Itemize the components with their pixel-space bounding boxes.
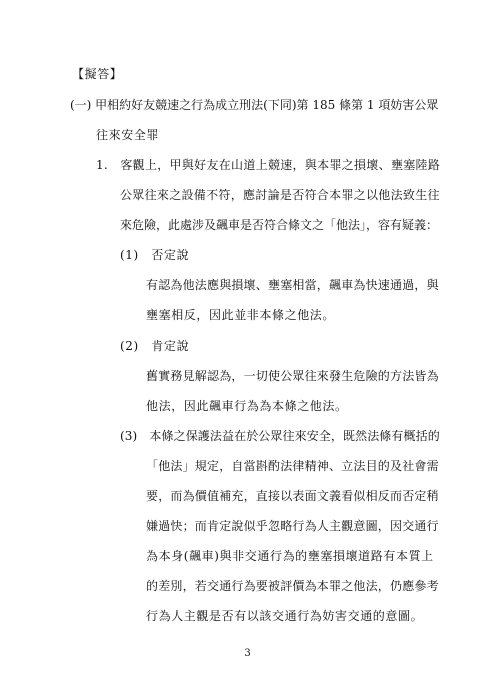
sub-2-label: (2) 肯定說 xyxy=(120,339,190,353)
item-1-line-1: 1. 客觀上，甲與好友在山道上競速，與本罪之損壞、壅塞陸路 xyxy=(96,158,441,172)
section-1-line-2: 往來安全罪 xyxy=(96,128,160,142)
sub-2-line-1: 舊實務見解認為，一切使公眾往來發生危險的方法皆為 xyxy=(146,369,439,383)
sub-3-line-6: 的差別，若交通行為要被評價為本罪之他法，仍應參考 xyxy=(146,579,439,593)
sub-3-line-4: 嫌過快；而肯定說似乎忽略行為人主觀意圖，因交通行 xyxy=(146,519,439,533)
sub-1-label: (1) 否定說 xyxy=(120,248,190,262)
sub-2-line-2: 他法，因此飆車行為為本條之他法。 xyxy=(146,399,348,413)
page-number: 3 xyxy=(244,648,251,659)
sub-3-line-1: (3) 本條之保護法益在於公眾往來安全，既然法條有概括的 xyxy=(120,429,440,443)
sub-3-line-2: 「他法」規定，自當斟酌法律精神、立法目的及社會需 xyxy=(146,459,439,473)
sub-3-line-3: 要，而為價值補充，直接以表面文義看似相反而否定稍 xyxy=(146,489,439,503)
sub-3-line-7: 行為人主觀是否有以該交通行為妨害交通的意圖。 xyxy=(146,609,424,623)
item-1-line-2: 公眾往來之設備不符，應討論是否符合本罪之以他法致生往 xyxy=(120,188,440,202)
answer-heading: 【擬答】 xyxy=(72,67,123,81)
section-1-line-1: (一) 甲相約好友競速之行為成立刑法(下同)第 185 條第 1 項妨害公眾 xyxy=(70,98,439,112)
sub-1-line-2: 壅塞相反，因此並非本條之他法。 xyxy=(146,308,336,322)
item-1-line-3: 來危險，此處涉及飆車是否符合條文之「他法」，容有疑義： xyxy=(120,218,439,232)
sub-3-line-5: 為本身(飆車)與非交通行為的壅塞損壞道路有本質上 xyxy=(146,549,434,563)
sub-1-line-1: 有認為他法應與損壞、壅塞相當，飆車為快速通過，與 xyxy=(146,278,439,292)
